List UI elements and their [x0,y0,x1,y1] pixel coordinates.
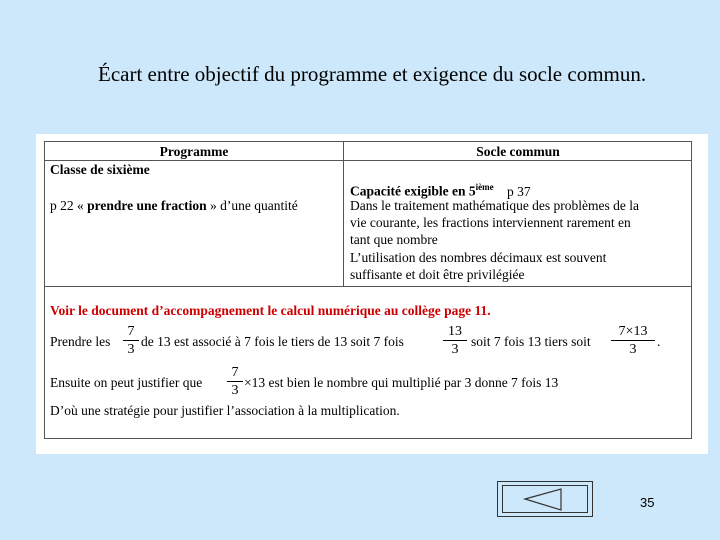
nav-back-button[interactable] [497,481,593,517]
fraction-denominator: 3 [451,342,459,357]
line1-part-b: de 13 est associé à 7 fois le tiers de 13 soit 7 fois [141,334,404,349]
column-divider [343,142,344,286]
fraction-numerator: 7 [127,324,135,339]
header-socle-commun: Socle commun [476,144,560,159]
capacity-sup: ième [475,182,494,192]
line2-part-a: Ensuite on peut justifier que [50,375,203,390]
fraction-bar [123,340,139,341]
nav-button-frame [502,485,588,513]
fraction-7-over-3 [227,365,243,398]
objective-suffix: » d’une quantité [210,198,298,213]
row-divider [45,286,691,287]
fraction-numerator: 7×13 [618,324,648,339]
programme-objective [50,197,298,214]
line1-part-c: soit 7 fois 13 tiers soit [471,334,591,349]
fraction-denominator: 3 [127,342,135,357]
objective-bold: prendre une fraction [87,198,207,213]
page-number: 35 [640,495,655,510]
capacity-label: Capacité exigible en 5 [350,183,476,199]
socle-line: suffisante et doit être privilégiée [350,267,525,282]
fraction-denominator: 3 [629,342,637,357]
capacity-page: p 37 [506,183,531,199]
fraction-numerator: 13 [448,324,462,339]
class-label: Classe de sixième [50,162,150,177]
line3-text: D’où une stratégie pour justifier l’association à la multiplication. [50,403,400,418]
fraction-13-over-3 [443,324,467,357]
header-programme: Programme [159,144,229,159]
slide-title: Écart entre objectif du programme et exigence du socle commun. [98,62,647,86]
socle-line: L’utilisation des nombres décimaux est souvent [350,250,607,265]
triangle-left-icon [503,486,589,514]
fraction-bar [611,340,655,341]
fraction-numerator: 7 [231,365,239,380]
objective-prefix: p 22 « [50,198,84,213]
accompaniment-heading: Voir le document d’accompagnement le calcul numérique au collège page 11. [50,303,491,318]
line1-part-d: . [657,334,661,349]
fraction-7x13-over-3 [611,324,655,357]
fraction-bar [227,381,243,382]
line1-part-a: Prendre les [50,334,111,349]
fraction-7-over-3 [123,324,139,357]
comparison-table [44,141,692,439]
socle-line: vie courante, les fractions interviennent rarement en [350,215,631,230]
socle-line: Dans le traitement mathématique des problèmes de la [350,198,640,213]
fraction-denominator: 3 [231,383,239,398]
fraction-bar [443,340,467,341]
content-panel [36,134,708,454]
line2-part-b: ×13 est bien le nombre qui multiplié par 3 donne 7 fois 13 [244,375,559,390]
socle-line: tant que nombre [350,232,438,247]
